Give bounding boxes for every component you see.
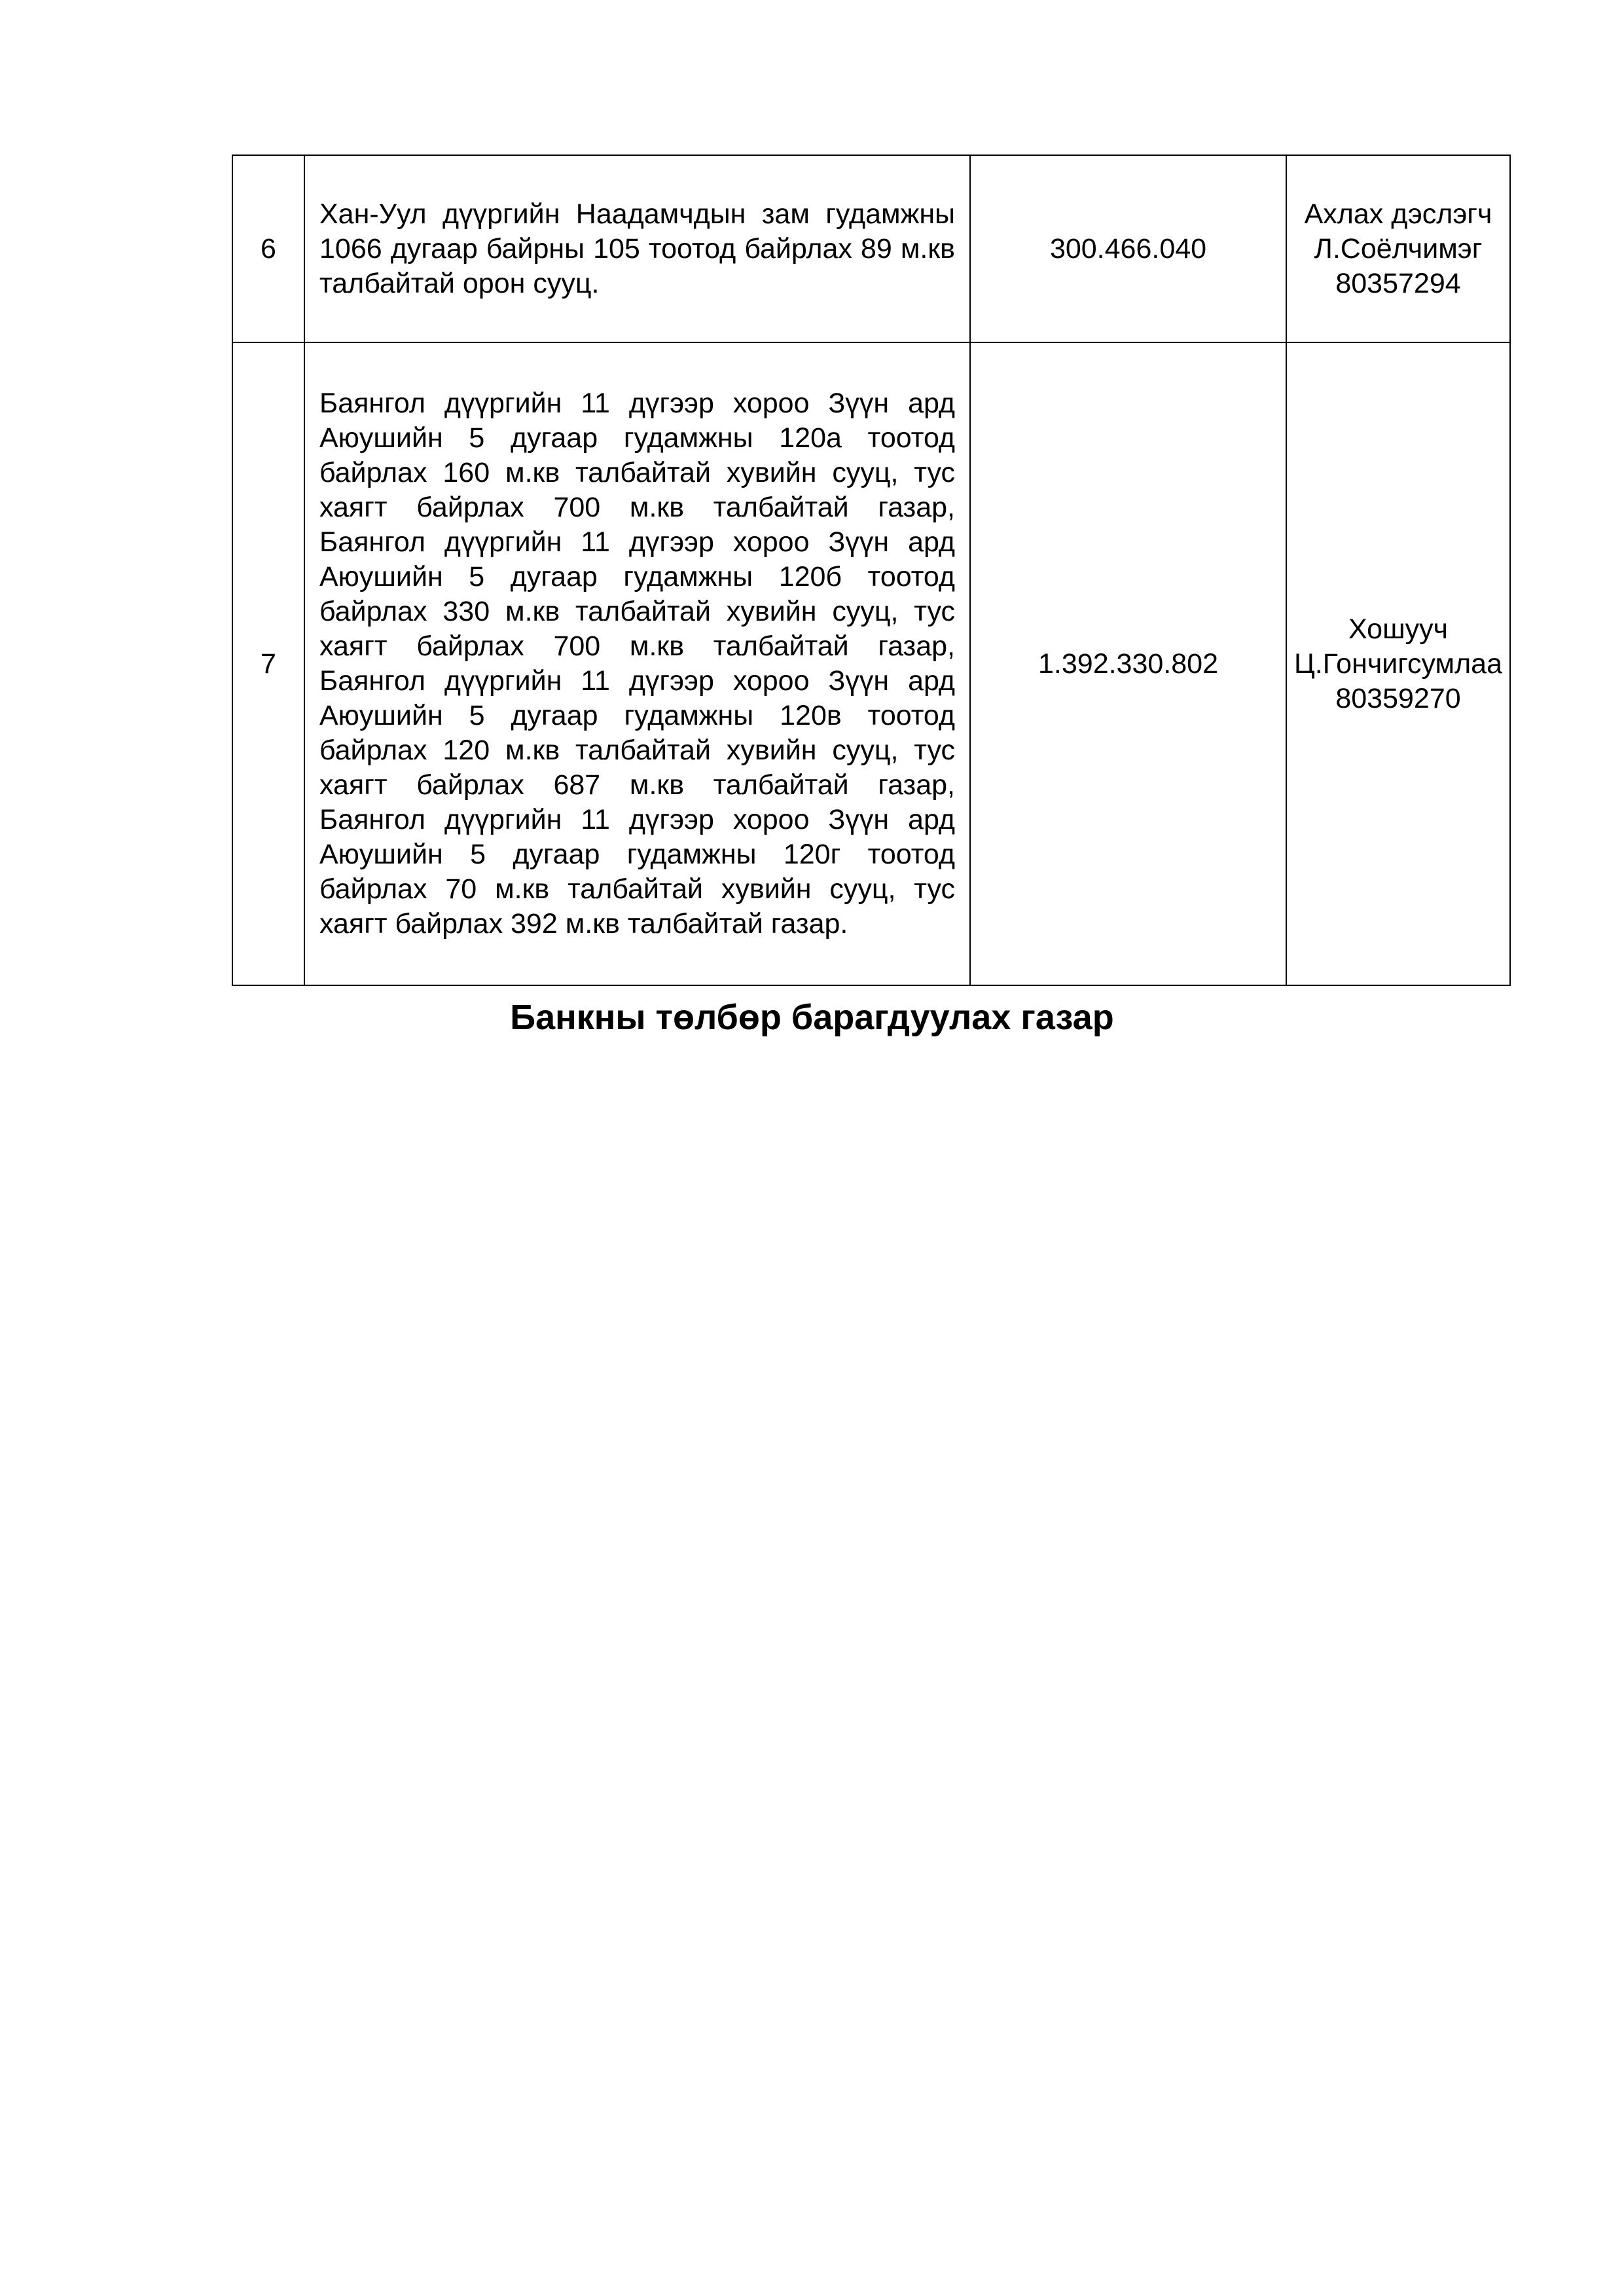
property-description: Баянгол дүүргийн 11 дүгээр хороо Зүүн ард Аюушийн 5 дугаар гудамжны 120а тоотод байрлах 160 м.кв талбайтай хувийн сууц, тус хаягт байрлах 700 м.кв талбайтай газар, Баянгол дүүргийн 11 дүгээр хороо Зүүн ард Аюушийн 5 дугаар гудамжны 120б тоотод байрлах 330 м.кв талбайтай хувийн сууц, тус хаягт байрлах 700 м.кв талбайтай газар, Баянгол дүүргийн 11 дүгээр хороо Зүүн ард Аюушийн 5 дугаар гудамжны 120в тоотод байрлах 120 м.кв талбайтай хувийн сууц, тус хаягт байрлах 687 м.кв талбайтай газар, Баянгол дүүргийн 11 дүгээр хороо Зүүн ард Аюушийн 5 дугаар гудамжны 120г тоотод байрлах 70 м.кв талбайтай хувийн сууц, тус хаягт байрлах 392 м.кв талбайтай газар. (304, 342, 970, 985)
property-description: Хан-Уул дүүргийн Наадамчдын зам гудамжны 1066 дугаар байрны 105 тоотод байрлах 89 м.кв талбайтай орон сууц. (304, 155, 970, 342)
property-price: 300.466.040 (970, 155, 1286, 342)
contact-title: Хошууч (1348, 613, 1448, 645)
property-price: 1.392.330.802 (970, 342, 1286, 985)
row-number: 7 (232, 342, 304, 985)
contact-cell (1286, 155, 1510, 342)
contact-phone: 80359270 (1335, 682, 1461, 714)
contact-name: Л.Соёлчимэг (1314, 232, 1483, 264)
property-listing-table (232, 155, 1511, 986)
row-number: 6 (232, 155, 304, 342)
contact-name: Ц.Гончигсумлаа (1294, 647, 1502, 680)
contact-phone: 80357294 (1335, 267, 1461, 299)
contact-title: Ахлах дэслэгч (1304, 198, 1492, 230)
contact-cell (1286, 342, 1510, 985)
section-heading: Банкны төлбөр барагдуулах газар (510, 998, 1114, 1037)
table-row (232, 155, 1510, 342)
table-row (232, 342, 1510, 985)
